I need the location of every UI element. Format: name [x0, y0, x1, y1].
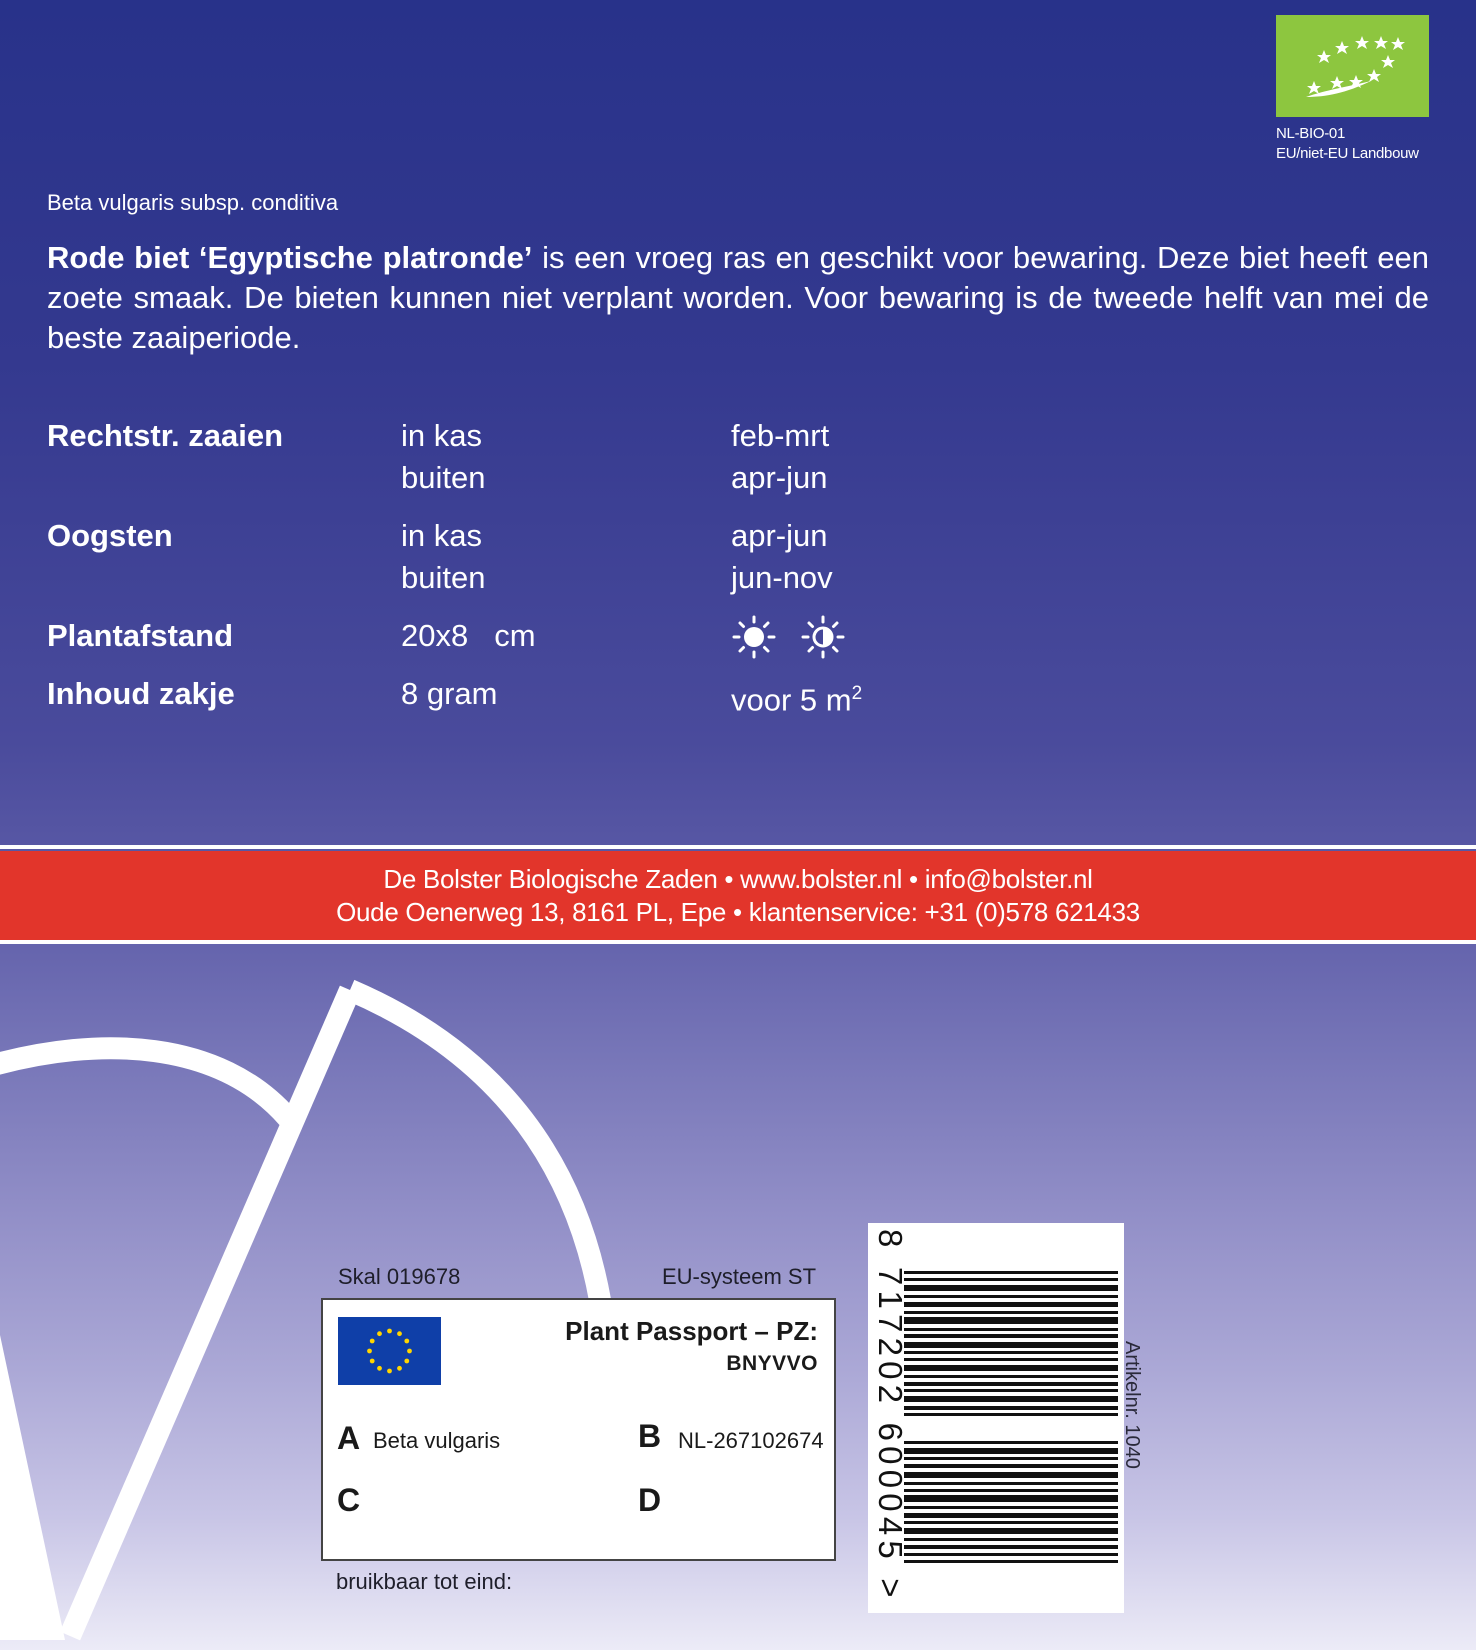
variety-description — [47, 238, 1429, 358]
field-b-letter: B — [638, 1418, 662, 1454]
field-d-letter: D — [638, 1482, 662, 1518]
usable-until-label: bruikbaar tot eind: — [336, 1569, 513, 1594]
plant-passport — [321, 1298, 836, 1561]
description-text: is een vroeg ras en geschikt voor bewaring. Deze biet heeft een zoete smaak. De bieten kunnen niet verplant worden. Voor bewaring is de tweede helft van mei de beste zaaiperiode. — [47, 240, 1430, 355]
harvest-period-2: jun-nov — [731, 560, 833, 595]
sowing-period-2: apr-jun — [731, 460, 828, 495]
spacing-unit: cm — [494, 618, 536, 653]
cert-line-2: EU/niet-EU Landbouw — [1276, 145, 1419, 162]
eu-system: EU-systeem ST — [662, 1264, 817, 1289]
organic-certification-code — [1276, 124, 1419, 164]
coverage-value: voor 5 m — [731, 682, 852, 718]
latin-name: Beta vulgaris subsp. conditiva — [47, 190, 339, 215]
field-c-letter: C — [337, 1482, 361, 1518]
field-a-value: Beta vulgaris — [373, 1428, 501, 1453]
skal-number: Skal 019678 — [338, 1264, 461, 1289]
band-divider-bottom — [0, 940, 1476, 944]
harvest-period-1: apr-jun — [731, 518, 828, 553]
half-shade-icon — [800, 615, 846, 659]
cert-line-1: NL-BIO-01 — [1276, 125, 1345, 142]
company-band — [0, 851, 1476, 940]
eu-flag-icon — [338, 1317, 441, 1385]
coverage-sup: 2 — [851, 683, 863, 704]
sowing-label: Rechtstr. zaaien — [47, 418, 284, 453]
barcode-digits: 8 717202 600045 > — [872, 1229, 909, 1603]
harvest-label: Oogsten — [47, 518, 173, 553]
band-divider-top — [0, 845, 1476, 849]
sowing-loc-2: buiten — [401, 460, 486, 495]
eu-organic-leaf-icon — [1276, 15, 1429, 117]
passport-code: BNYVVO — [726, 1352, 818, 1375]
barcode — [868, 1223, 1124, 1613]
field-a-letter: A — [337, 1420, 361, 1456]
harvest-loc-2: buiten — [401, 560, 486, 595]
variety-title: Rode biet ‘Egyptische platronde’ — [47, 240, 533, 275]
sowing-period-1: feb-mrt — [731, 418, 830, 453]
passport-title: Plant Passport – PZ: — [565, 1316, 818, 1346]
company-line-1: De Bolster Biologische Zaden • www.bolster.nl • info@bolster.nl — [383, 864, 1093, 894]
harvest-loc-1: in kas — [401, 518, 482, 553]
full-sun-icon — [731, 615, 777, 659]
spacing-value: 20x8 — [401, 618, 469, 653]
content-label: Inhoud zakje — [47, 676, 235, 711]
article-number: Artikelnr. 1040 — [1121, 1341, 1143, 1469]
content-value: 8 gram — [401, 676, 498, 711]
sowing-loc-1: in kas — [401, 418, 482, 453]
company-line-2: Oude Oenerweg 13, 8161 PL, Epe • klantenservice: +31 (0)578 621433 — [336, 897, 1140, 927]
spacing-label: Plantafstand — [47, 618, 234, 653]
field-b-value: NL-267102674 — [678, 1428, 824, 1453]
